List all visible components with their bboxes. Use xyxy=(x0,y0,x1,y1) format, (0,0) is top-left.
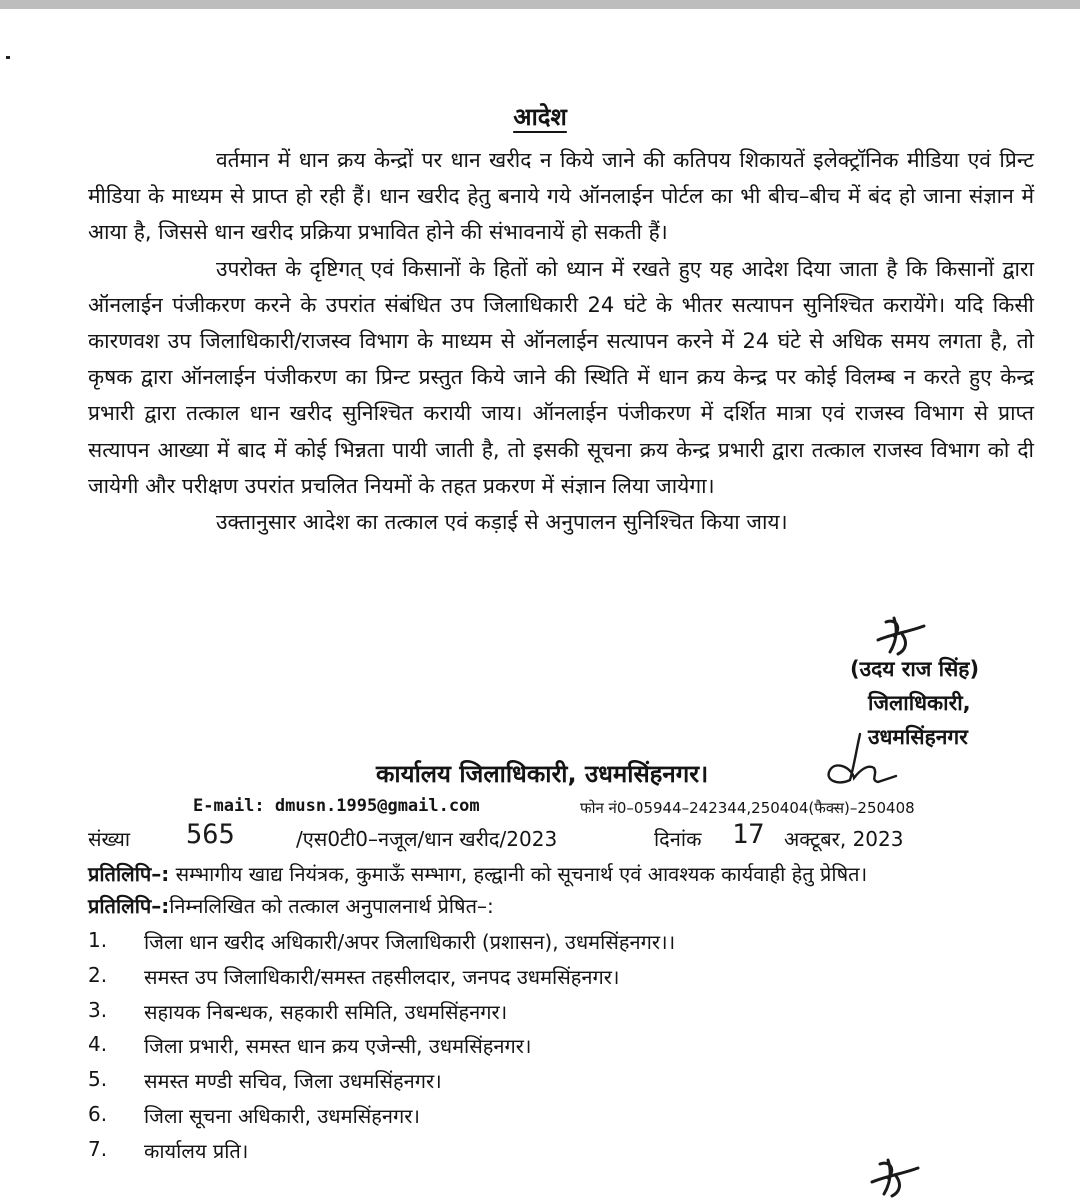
list-text: समस्त मण्डी सचिव, जिला उधमसिंहनगर। xyxy=(144,1069,442,1094)
top-border xyxy=(0,0,1080,9)
copy-text: निम्नलिखित को तत्काल अनुपालनार्थ प्रेषित–: xyxy=(169,894,494,918)
signature-scribble xyxy=(820,728,900,790)
list-number: 2. xyxy=(88,962,108,987)
list-text: जिला धान खरीद अधिकारी/अपर जिलाधिकारी (प्रशासन), उधमसिंहनगर।। xyxy=(144,930,676,954)
list-text: समस्त उप जिलाधिकारी/समस्त तहसीलदार, जनपद उधमसिंहनगर। xyxy=(144,964,620,989)
reference-file: /एस0टी0–नजूल/धान खरीद/2023 xyxy=(296,827,558,851)
list-number: 6. xyxy=(88,1101,108,1126)
copy-line-2 xyxy=(88,892,494,919)
copy-label: प्रतिलिपि–: xyxy=(88,894,170,918)
margin-mark xyxy=(6,56,10,59)
paragraph-2: उपरोक्त के दृष्टिगत् एवं किसानों के हितों को ध्यान में रखते हुए यह आदेश दिया जाता है कि किसानों द्वारा ऑनलाईन पंजीकरण करने के उपरांत संबंधित उप जिलाधिकारी 24 घंटे के भीतर सत्यापन सुनिश्चित करायेंगे। यदि किसी कारणवश उप जिलाधिकारी/राजस्व विभाग के माध्यम से ऑनलाईन सत्यापन करने में 24 घंटे से अधिक समय लगता है, तो कृषक द्वारा ऑनलाईन पंजीकरण का प्रिन्ट प्रस्तुत किये जाने की स्थिति में धान क्रय केन्द्र पर कोई विलम्ब न करते हुए केन्द्र प्रभारी द्वारा तत्काल धान खरीद सुनिश्चित करायी जाय। ऑनलाईन पंजीकरण में दर्शित मात्रा एवं राजस्व विभाग से प्राप्त सत्यापन आख्या में बाद में कोई भिन्नता पायी जाती है, तो इसकी सूचना क्रय केन्द्र प्रभारी द्वारा तत्काल राजस्व विभाग को दी जायेगी और परीक्षण उपरांत प्रचलित नियमों के तहत प्रकरण में संज्ञान लिया जायेगा। xyxy=(88,256,1034,498)
signature-initial-bottom xyxy=(866,1156,932,1202)
list-text: सहायक निबन्धक, सहकारी समिति, उधमसिंहनगर। xyxy=(144,999,508,1024)
paragraph-3: उक्तानुसार आदेश का तत्काल एवं कड़ाई से अनुपालन सुनिश्चित किया जाय। xyxy=(216,510,788,535)
signatory-place: उधमसिंहनगर xyxy=(868,725,968,749)
office-heading: कार्यालय जिलाधिकारी, उधमसिंहनगर। xyxy=(376,760,709,788)
list-number: 4. xyxy=(88,1032,108,1057)
list-text: जिला प्रभारी, समस्त धान क्रय एजेन्सी, उधमसिंहनगर। xyxy=(144,1034,532,1059)
office-phone: फोन नं0–05944–242344,250404(फैक्स)–250408 xyxy=(580,799,915,817)
signatory-name: (उदय राज सिंह) xyxy=(850,657,980,681)
list-number: 5. xyxy=(88,1067,108,1092)
office-email: E-mail: dmusn.1995@gmail.com xyxy=(193,796,480,816)
date-day: 17 xyxy=(732,819,765,850)
date-month-year: अक्टूबर, 2023 xyxy=(784,827,904,851)
list-number: 7. xyxy=(88,1136,108,1161)
paragraph-1: वर्तमान में धान क्रय केन्द्रों पर धान खरीद न किये जाने की कतिपय शिकायतें इलेक्ट्रॉनिक मीडिया एवं प्रिन्ट मीडिया के माध्यम से प्राप्त हो रही हैं। धान खरीद हेतु बनाये गये ऑनलाईन पोर्टल का भी बीच–बीच में बंद हो जाना संज्ञान में आया है, जिससे धान खरीद प्रक्रिया प्रभावित होने की संभावनायें हो सकती हैं। xyxy=(88,148,1034,245)
reference-line xyxy=(88,819,1048,855)
copy-text: सम्भागीय खाद्य नियंत्रक, कुमाऊँ सम्भाग, हल्द्वानी को सूचनार्थ एवं आवश्यक कार्यवाही हेतु प्रेषित। xyxy=(169,862,868,886)
order-body xyxy=(88,142,1034,540)
reference-label: संख्या xyxy=(88,827,130,851)
document-title: आदेश xyxy=(513,103,567,131)
date-label: दिनांक xyxy=(654,827,702,851)
list-text: कार्यालय प्रति। xyxy=(144,1138,249,1163)
list-number: 1. xyxy=(88,928,108,952)
signatory-designation: जिलाधिकारी, xyxy=(868,691,971,715)
reference-number: 565 xyxy=(186,819,235,850)
list-text: जिला सूचना अधिकारी, उधमसिंहनगर। xyxy=(144,1103,421,1128)
copy-line-1 xyxy=(88,860,867,887)
list-number: 3. xyxy=(88,997,108,1022)
copy-label: प्रतिलिपि–: xyxy=(88,862,170,886)
